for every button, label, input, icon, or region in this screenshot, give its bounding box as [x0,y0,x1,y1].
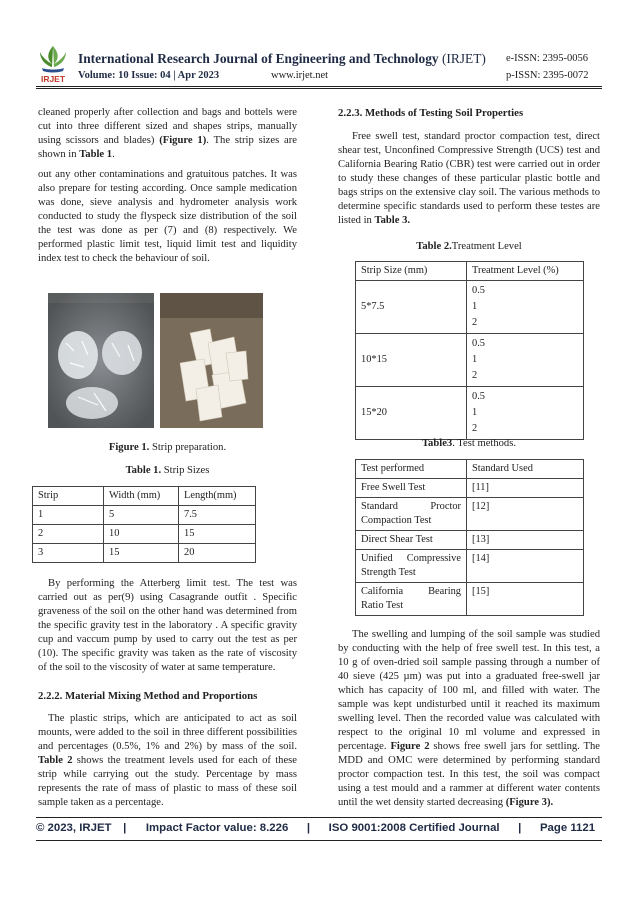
table-cell [467,281,584,334]
table-row [356,281,584,334]
table-cell: Unified Compressive Strength Test [356,550,467,583]
table-cell: 10*15 [356,334,467,387]
left-para-3: By performing the Atterberg limit test. The test was carried out as per(9) using Casagrande outfit . Specific graveness of the soil on the other hand was determined from the specific gravity test in the laboratory . A specific gravity cup and vaccum pump by used to carry out the test as per (10). The specific gravity was taken as the rate of viscosity of the soil to the viscosity of water at same temperature. [38,578,297,673]
table-cell: Standard Proctor Compaction Test [356,498,467,531]
level-value: 0.5 [472,391,485,402]
table-cell: 5*7.5 [356,281,467,334]
table-row [356,334,584,387]
footer-iso: ISO 9001:2008 Certified Journal [328,822,500,834]
table-cell: 10 [104,525,179,544]
level-value: 1 [472,301,478,312]
website-link[interactable]: www.irjet.net [271,70,329,81]
footer-impact-factor: Impact Factor value: 8.226 [145,822,289,834]
level-value: 0.5 [472,338,485,349]
table-cell: 7.5 [179,506,256,525]
table-row [356,550,584,583]
strip-photo-1 [48,293,154,428]
footer-page-number: Page 1121 [539,822,596,834]
figure-1-caption: Figure 1. Strip preparation. [108,442,227,453]
table-row [356,460,584,479]
level-value: 1 [472,407,478,418]
level-value: 2 [472,317,478,328]
table-row [33,525,256,544]
left-para-2: out any other contaminations and gratuitous patches. It was also prepare for testing according. Once sample medication was done, sieve analysis and hydrometer analysis work conducted to study the flyspeck size distribution of the soil the test was done as per (7) and (8) respectively. We performed plastic limit test, liquid limit test and liquidity index test to check the behaviour of soil. [38,169,297,264]
table-header: Standard Used [467,460,584,479]
table-row [356,531,584,550]
table-2-treatment-level [355,261,584,440]
table-header: Length(mm) [179,487,256,506]
table-header: Treatment Level (%) [467,262,584,281]
footer-rule-top [36,817,602,818]
table-1-caption: Table 1. Strip Sizes [125,465,210,476]
table-header: Width (mm) [104,487,179,506]
footer-separator: | [518,822,522,834]
table-cell: 20 [179,544,256,563]
page-header [0,0,638,92]
level-value: 2 [472,370,478,381]
table-row [356,262,584,281]
table-header: Test performed [356,460,467,479]
table-cell: Direct Shear Test [356,531,467,550]
table-row [356,387,584,440]
table-cell: [12] [467,498,584,531]
table-cell: [14] [467,550,584,583]
table-row [356,479,584,498]
footer-copyright: © 2023, IRJET [36,822,112,834]
table-cell: 1 [33,506,104,525]
table-row [356,498,584,531]
volume-issue: Volume: 10 Issue: 04 | Apr 2023 [78,70,220,81]
table-header: Strip Size (mm) [356,262,467,281]
table-cell: [11] [467,479,584,498]
table-cell: Free Swell Test [356,479,467,498]
page-footer [36,822,602,834]
left-para-4: The plastic strips, which are anticipated to act as soil mounts, were added to the soil in three different possibilities and percentages (0.5%, 1% and 2%) by mass of the soil. Table 2 shows the treatment levels used for each of these strip while carrying out the study. Percentage by mass represents the rate of mass of plastic to mass of these soil sample taken as a percentage. [38,713,297,808]
footer-separator: | [306,822,311,834]
table-cell: 2 [33,525,104,544]
table-cell: [13] [467,531,584,550]
right-para-2: The swelling and lumping of the soil sample was studied by conducting with the help of free swell test. In this test, a 10 g of oven-dried soil sample passing through a number of 40 sieve (425 µm) was put into a graduated free-swell jar which has capacity of 100 ml, and filled with water. The sample was kept undisturbed until it reached its maximum swelling level. Then the recorded value was calculated with respect to the original 10 ml volume and expressed in percentage. Figure 2 shows free swell jars for settling. The MDD and OMC were determined by performing standard proctor compaction test. In this test, the soil was compact using a test mould and a rammer at different water contents until the wet density started decreasing (Figure 3). [338,629,601,808]
table-3-test-methods [355,459,584,616]
table-cell: 15 [179,525,256,544]
strip-photo-2 [160,293,263,428]
table-header: Strip [33,487,104,506]
left-para-1: cleaned properly after collection and bags and bottels were cut into three different sized and shapes strips, manually using scissors and blades) (Figure 1). The strip sizes are shown in Table 1. [38,107,297,160]
level-value: 2 [472,423,478,434]
table-cell [467,387,584,440]
table-cell: California Bearing Ratio Test [356,583,467,616]
table-cell: 3 [33,544,104,563]
table-cell [467,334,584,387]
table-3-caption: Table3. Test methods. [421,438,517,449]
section-heading-222: 2.2.2. Material Mixing Method and Proportions [38,690,258,702]
table-cell: 15 [104,544,179,563]
table-cell: 15*20 [356,387,467,440]
header-rule [36,86,602,87]
footer-separator: | [123,822,127,834]
svg-text:IRJET: IRJET [40,74,66,84]
eissn: e-ISSN: 2395-0056 [506,53,588,64]
irjet-logo-icon [36,44,70,84]
table-cell: 5 [104,506,179,525]
section-heading-223: 2.2.3. Methods of Testing Soil Properties [338,107,524,119]
table-cell: [15] [467,583,584,616]
journal-title: International Research Journal of Engineering and Technology (IRJET) [78,51,486,66]
level-value: 0.5 [472,285,485,296]
footer-rule-bottom [36,840,602,841]
level-value: 1 [472,354,478,365]
header-rule-2 [36,88,602,89]
right-para-1: Free swell test, standard proctor compaction test, direct shear test, Unconfined Compressive Strength (UCS) test and California Bearing Ratio (CBR) test were carried out in order to study these changes of these particular plastic bottle and bags strips on the extensive clay soil. The various methods to determine specific standards used to perform these testes are listed in Table 3. [338,131,600,226]
table-1-strip-sizes [32,486,256,563]
table-row [33,506,256,525]
table-row [33,487,256,506]
pissn: p-ISSN: 2395-0072 [506,70,589,81]
table-2-caption: Table 2.Treatment Level [416,241,522,252]
table-row [356,583,584,616]
table-row [33,544,256,563]
